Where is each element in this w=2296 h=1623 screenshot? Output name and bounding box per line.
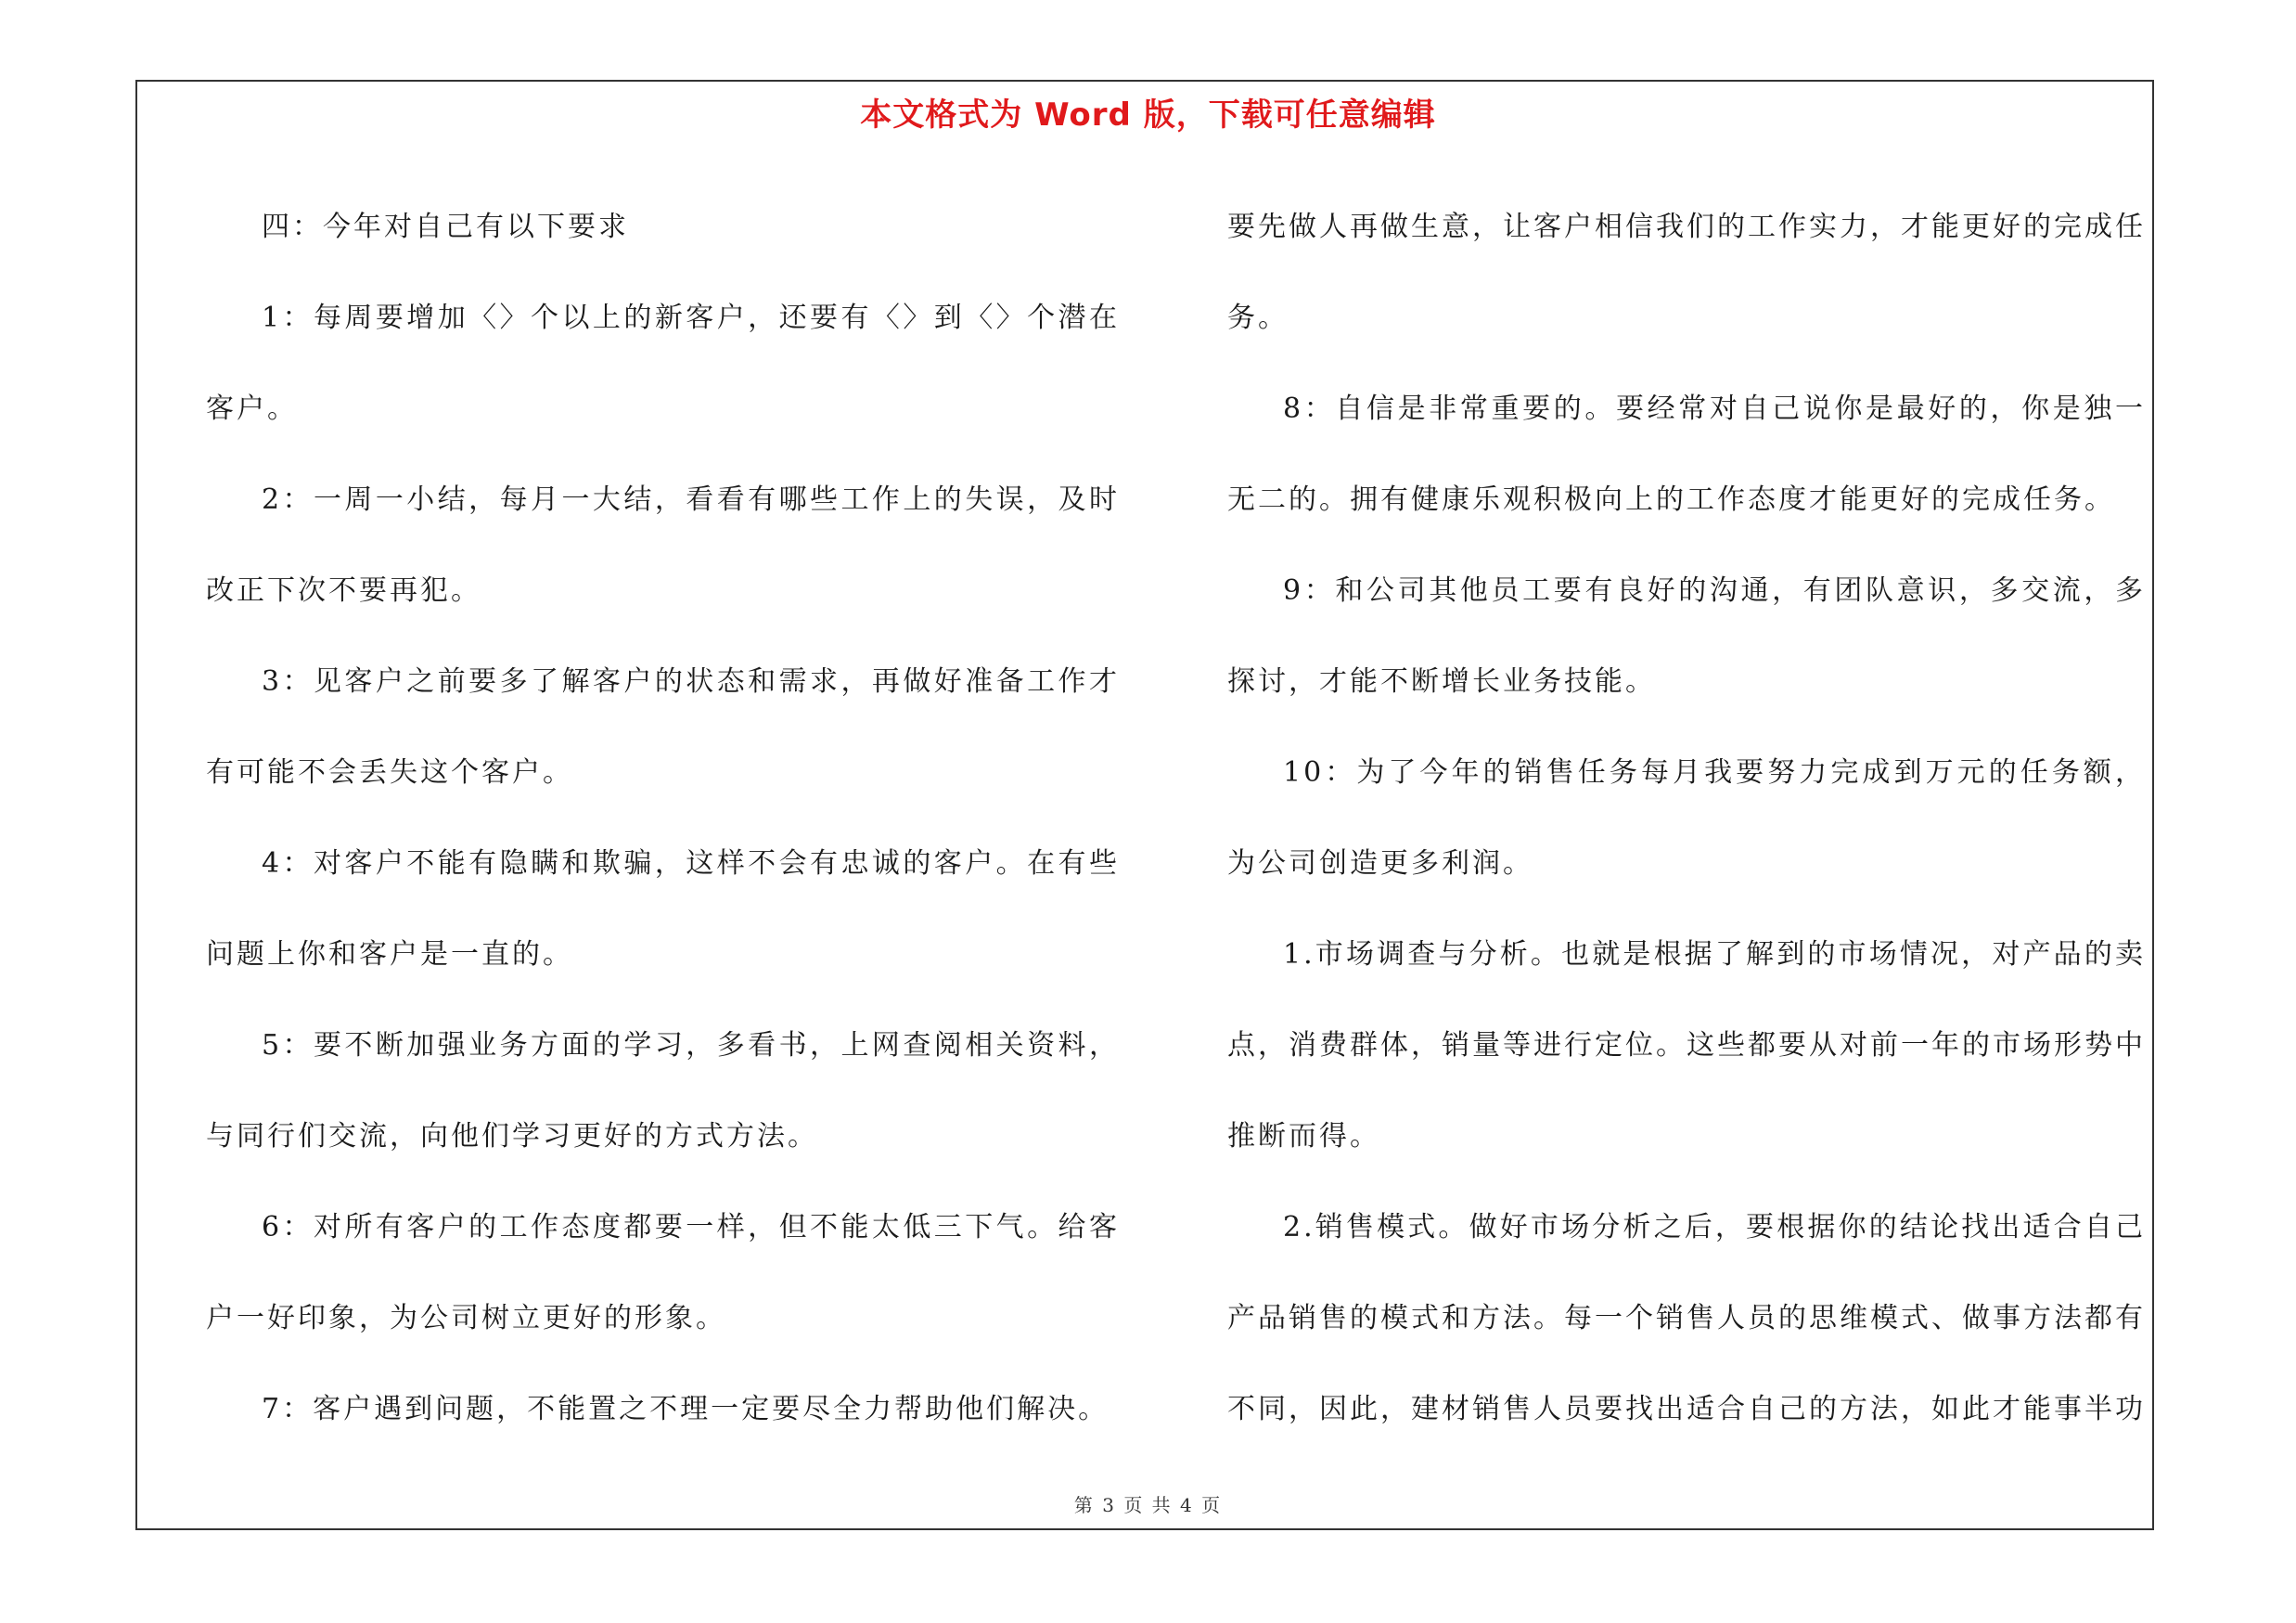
market-analysis-paragraph: 1.市场调查与分析。也就是根据了解到的市场情况，对产品的卖点，消费群体，销量等进行定位。这些都要从对前一年的市场形势中推断而得。 <box>1227 938 2146 1153</box>
continued-paragraph: 要先做人再做生意，让客户相信我们的工作实力，才能更好的完成任务。 <box>1227 211 2146 334</box>
requirement-item-10: 10：为了今年的销售任务每月我要努力完成到万元的任务额，为公司创造更多利润。 <box>1227 756 2146 880</box>
sales-model-paragraph: 2.销售模式。做好市场分析之后，要根据你的结论找出适合自己产品销售的模式和方法。每一个销售人员的思维模式、做事方法都有不同，因此，建材销售人员要找出适合自己的方法，如此才能事半功 <box>1227 1211 2146 1425</box>
requirement-item-3: 3：见客户之前要多了解客户的状态和需求，再做好准备工作才有可能不会丢失这个客户。 <box>206 665 1120 789</box>
requirement-item-7: 7：客户遇到问题，不能置之不理一定要尽全力帮助他们解决。 <box>262 1393 1110 1425</box>
right-column <box>1227 182 2146 1455</box>
requirement-item-5: 5：要不断加强业务方面的学习，多看书，上网查阅相关资料，与同行们交流，向他们学习更好的方式方法。 <box>206 1029 1120 1153</box>
requirement-item-2: 2：一周一小结，每月一大结，看看有哪些工作上的失误，及时改正下次不要再犯。 <box>206 483 1120 607</box>
section-heading: 四：今年对自己有以下要求 <box>262 211 629 243</box>
requirement-item-9: 9：和公司其他员工要有良好的沟通，有团队意识，多交流，多探讨，才能不断增长业务技能。 <box>1227 574 2146 698</box>
requirement-item-1: 1：每周要增加〈〉个以上的新客户，还要有〈〉到〈〉个潜在客户。 <box>206 302 1120 425</box>
requirement-item-6: 6：对所有客户的工作态度都要一样，但不能太低三下气。给客户一好印象，为公司树立更好的形象。 <box>206 1211 1120 1334</box>
requirement-item-8: 8：自信是非常重要的。要经常对自己说你是最好的，你是独一无二的。拥有健康乐观积极向上的工作态度才能更好的完成任务。 <box>1227 393 2146 516</box>
page-number-footer: 第 3 页 共 4 页 <box>1073 1494 1223 1516</box>
left-column <box>206 182 1120 1455</box>
format-banner: 本文格式为 Word 版，下载可任意编辑 <box>860 97 1436 134</box>
requirement-item-4: 4：对客户不能有隐瞒和欺骗，这样不会有忠诚的客户。在有些问题上你和客户是一直的。 <box>206 847 1120 971</box>
